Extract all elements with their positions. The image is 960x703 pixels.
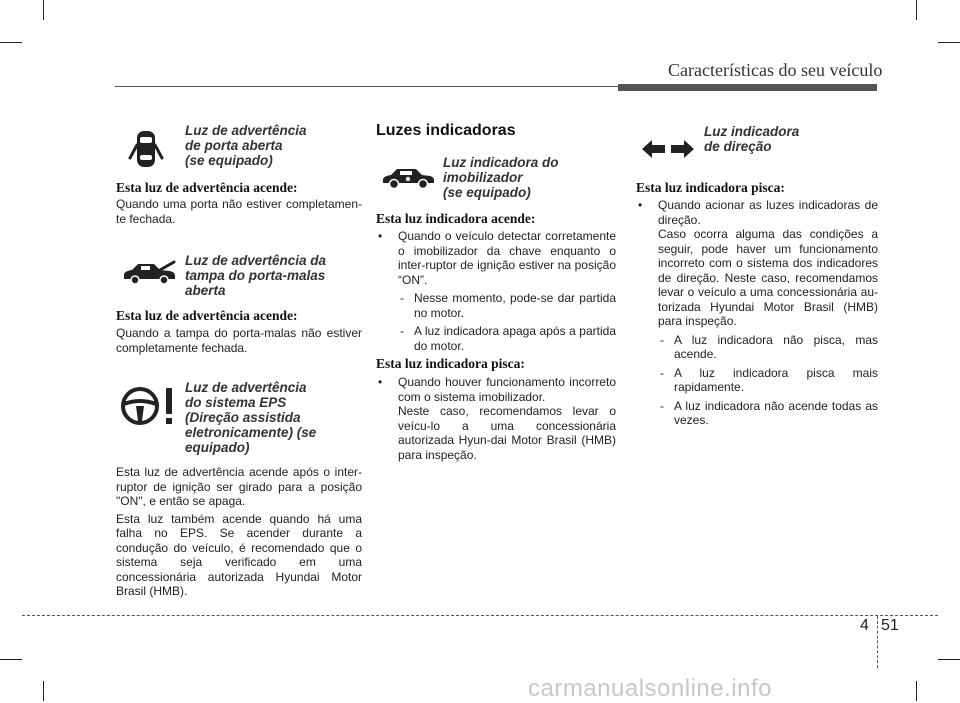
crop-mark: [916, 0, 917, 20]
immobilizer-title: Luz indicadora do imobilizador (se equipado): [443, 155, 559, 200]
eps-para-2: Esta luz também acende quando há uma falha no EPS. Se acender durante a condução do veículo, é recomendado que o sistema seja verificado em uma concessionária autorizada Hyundai Motor Brasil (HMB).: [116, 511, 362, 598]
immobilizer-on-list: [376, 229, 616, 357]
immobilizer-blink-list: [376, 375, 616, 464]
list-item: - A luz indicadora não acende todas as vezes.: [660, 398, 878, 427]
door-text: Quando uma porta não estiver completamen-te fechada.: [116, 197, 362, 226]
list-item: - A luz indicadora pisca mais rapidamente.: [660, 365, 878, 394]
eps-text: [116, 465, 362, 602]
steering-warning-icon: [120, 384, 178, 428]
turn-signal-icon: [640, 138, 696, 160]
footer-rule: [22, 615, 938, 616]
page-number-separator: [877, 616, 879, 668]
list-item: - A luz indicadora não pisca, mas acende.: [660, 332, 878, 361]
turn-signal-title: Luz indicadora de direção: [704, 124, 800, 154]
crop-mark: [43, 0, 44, 20]
crop-mark: [0, 42, 22, 43]
list-item: • Quando acionar as luzes indicadoras de direção. Caso ocorra alguma das condições a seguir, pode haver um funcionamento incorreto com o sistema dos indicadores de direção. Neste caso, recomendamos levar o veículo a uma concessionária au-torizada Hyundai Motor Brasil (HMB) para inspeção. - A luz indicadora não pisca, mas acende. - A luz indicadora pisca mais rapidamente. - A luz indicadora não acende todas as vezes.: [638, 198, 878, 427]
crop-mark: [0, 659, 22, 660]
crop-mark: [938, 659, 960, 660]
trunk-warning-title: Luz de advertência da tampa do porta-malas aberta: [185, 253, 327, 298]
trunk-open-icon: [120, 260, 178, 286]
trunk-subheading: Esta luz de advertência acende:: [116, 308, 298, 323]
list-item: - A luz indicadora apaga após a partida do motor.: [400, 324, 616, 353]
list-item: • Quando houver funcionamento incorreto com o sistema imobilizador. Neste caso, recomendamos levar o veícu-lo a uma concessionária autorizada Hyun-dai Motor Brasil (HMB) para inspeção.: [378, 375, 616, 462]
list-item: - Nesse momento, pode-se dar partida no motor.: [400, 291, 616, 320]
immobilizer-on-subheading: Esta luz indicadora acende:: [376, 211, 536, 226]
list-item: • Quando o veículo detectar corretamente o imobilizador da chave enquanto o inter-ruptor de ignição estiver na posição “ON”. - Nesse momento, pode-se dar partida no motor. - A luz indicadora apaga após a partida do motor.: [378, 229, 616, 353]
watermark: carmanualsonline.info: [528, 675, 772, 702]
crop-mark: [43, 681, 44, 701]
crop-mark: [916, 681, 917, 701]
door-warning-title: Luz de advertência de porta aberta (se equipado): [185, 123, 307, 168]
turn-blink-subheading: Esta luz indicadora pisca:: [636, 180, 785, 195]
trunk-text: Quando a tampa do porta-malas não estiver completamente fechada.: [116, 326, 362, 355]
door-open-icon: [128, 128, 164, 172]
immobilizer-blink-subheading: Esta luz indicadora pisca:: [376, 356, 525, 371]
eps-warning-title: Luz de advertência do sistema EPS (Direção assistida eletronicamente) (se equipado): [185, 380, 317, 455]
page-header-title: Características do seu veículo: [668, 60, 883, 80]
door-subheading: Esta luz de advertência acende:: [116, 180, 298, 195]
immobilizer-icon: [380, 166, 436, 192]
turn-blink-list: [636, 198, 878, 432]
page-number: 51: [881, 617, 899, 634]
crop-mark: [938, 42, 960, 43]
eps-para-1: Esta luz de advertência acende após o inter-ruptor de ignição ser girado para a posição "ON", e então se apaga.: [116, 465, 362, 508]
header-bar: [618, 84, 877, 91]
section-title: Luzes indicadoras: [376, 122, 516, 139]
chapter-number: 4: [860, 617, 869, 634]
header-rule: [115, 86, 618, 87]
